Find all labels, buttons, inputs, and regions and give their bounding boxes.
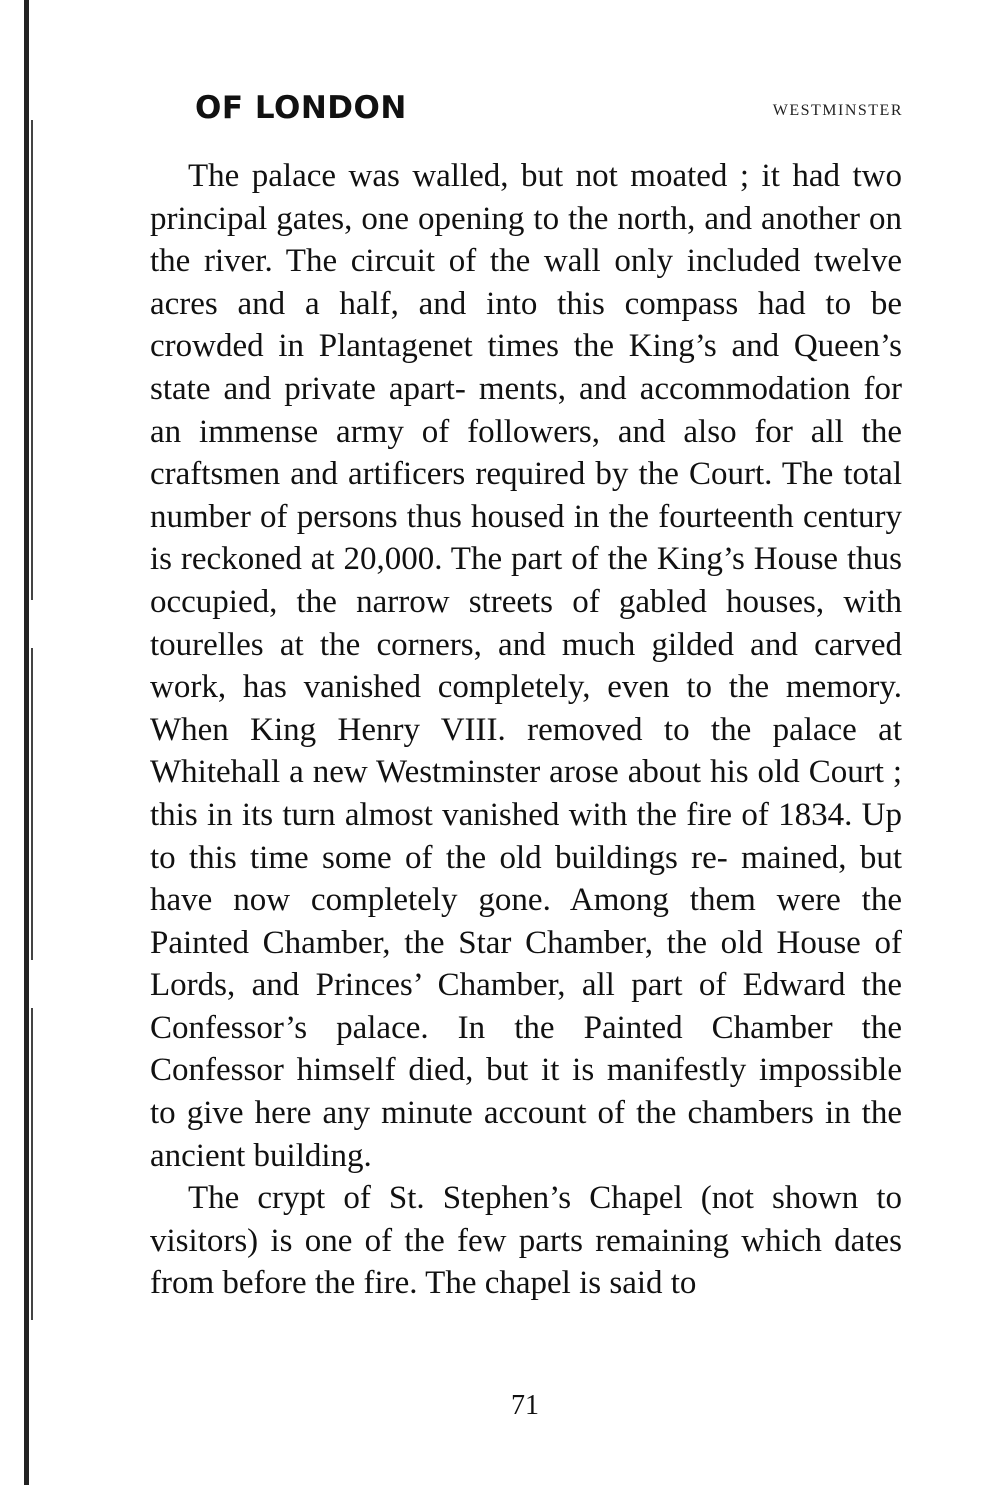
page-header (195, 90, 903, 134)
paragraph: The crypt of St. Stephen’s Chapel (not shown to visitors) is one of the few parts remaining which dates from before the fire. The chapel is said to (150, 1180, 902, 1302)
binding-edge (24, 0, 34, 1485)
page-number: 71 (511, 1390, 539, 1421)
paragraph: The palace was walled, but not moated ; it had two principal gates, one opening to the north, and another on the river. The circuit of the wall only included twelve acres and a half, and into this compass had to be crowded in Plantagenet times the King’s and Queen’s state and private apart- ments, and accommodation for an immense army of followers, and also for all the craftsmen and artificers required by the Court. The total number of persons thus housed in the fourteenth century is reckoned at 20,000. The part of the King’s House thus occupied, the narrow streets of gabled houses, with tourelles at the corners, and much gilded and carved work, has vanished completely, even to the memory. When King Henry VIII. removed to the palace at Whitehall a new Westminster arose about his old Court ; this in its turn almost vanished with the fire of 1834. Up to this time some of the old buildings re- mained, but have now completely gone. Among them were the Painted Chamber, the Star Chamber, the old House of Lords, and Princes’ Chamber, all part of Edward the Confessor’s palace. In the Painted Chamber the Confessor himself died, but it is manifestly impossible to give here any minute account of the chambers in the ancient building. (150, 158, 902, 1174)
body-text (150, 155, 902, 1305)
section-title: WESTMINSTER (772, 102, 903, 119)
running-title: OF LONDON (195, 90, 407, 126)
